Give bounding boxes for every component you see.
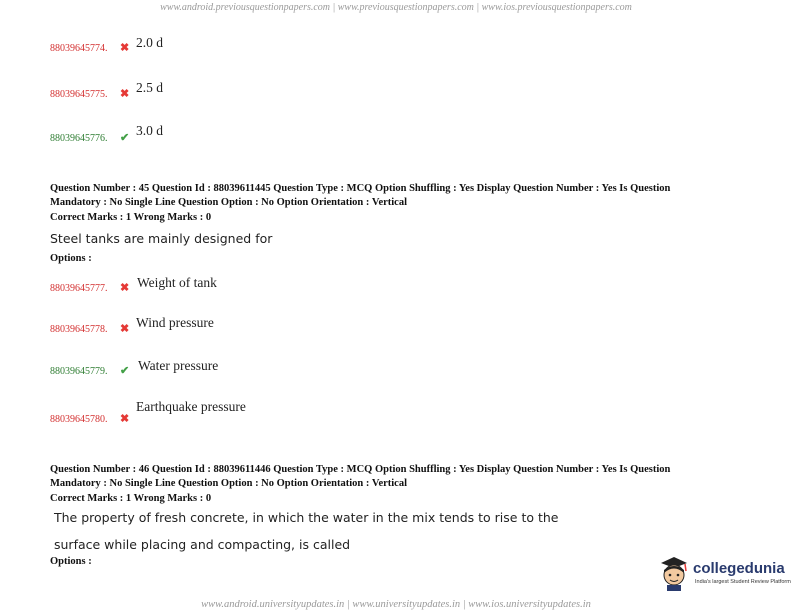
wrong-mark-icon: ✖ — [120, 282, 130, 294]
option-id: 88039645774. — [50, 43, 108, 54]
check-mark-icon: ✔ — [120, 365, 130, 377]
options-label: Options : — [50, 556, 92, 567]
question-46-meta — [50, 463, 750, 506]
question-marks: Correct Marks : 1 Wrong Marks : 0 — [50, 493, 212, 504]
option-text: 3.0 d — [136, 123, 163, 138]
option-id: 88039645775. — [50, 89, 108, 100]
check-mark-icon: ✔ — [120, 132, 130, 144]
question-meta-line: Mandatory : No Single Line Question Option : No Option Orientation : Vertical — [50, 477, 408, 489]
option-id: 88039645780. — [50, 414, 108, 425]
question-46-text-line-1: The property of fresh concrete, in which the water in the mix tends to rise to the — [54, 510, 559, 525]
option-id: 88039645778. — [50, 324, 108, 335]
question-meta-line: Question Number : 45 Question Id : 88039611445 Question Type : MCQ Option Shuffling : Yes Display Question Number : Yes Is Question — [50, 183, 671, 194]
option-id: 88039645777. — [50, 283, 108, 294]
option-text: Water pressure — [138, 358, 219, 373]
top-watermark: www.android.previousquestionpapers.com | www.previousquestionpapers.com | www.ios.previousquestionpapers.com — [160, 2, 632, 13]
logo-wordmark: collegedunia — [693, 560, 785, 577]
question-marks: Correct Marks : 1 Wrong Marks : 0 — [50, 212, 212, 223]
option-text: Wind pressure — [136, 315, 214, 330]
option-text: Weight of tank — [137, 275, 217, 290]
option-text: 2.0 d — [136, 35, 163, 50]
question-45-meta — [50, 182, 750, 225]
options-label: Options : — [50, 253, 92, 264]
question-45-text: Steel tanks are mainly designed for — [50, 231, 273, 246]
option-id: 88039645776. — [50, 133, 108, 144]
option-id: 88039645779. — [50, 366, 108, 377]
wrong-mark-icon: ✖ — [120, 42, 130, 54]
question-meta-line: Question Number : 46 Question Id : 88039611446 Question Type : MCQ Option Shuffling : Yes Display Question Number : Yes Is Question — [50, 464, 671, 475]
option-text: Earthquake pressure — [136, 399, 246, 414]
logo-tagline: India's largest Student Review Platform — [695, 579, 791, 585]
question-46-text-line-2: surface while placing and compacting, is called — [54, 537, 351, 552]
student-avatar-icon — [657, 554, 691, 592]
bottom-watermark: www.android.universityupdates.in | www.universityupdates.in | www.ios.universityupdates.in — [201, 599, 591, 610]
question-meta-line: Mandatory : No Single Line Question Option : No Option Orientation : Vertical — [50, 196, 408, 208]
wrong-mark-icon: ✖ — [120, 413, 130, 425]
collegedunia-logo — [655, 552, 790, 594]
option-text: 2.5 d — [136, 80, 163, 95]
wrong-mark-icon: ✖ — [120, 88, 130, 100]
wrong-mark-icon: ✖ — [120, 323, 130, 335]
